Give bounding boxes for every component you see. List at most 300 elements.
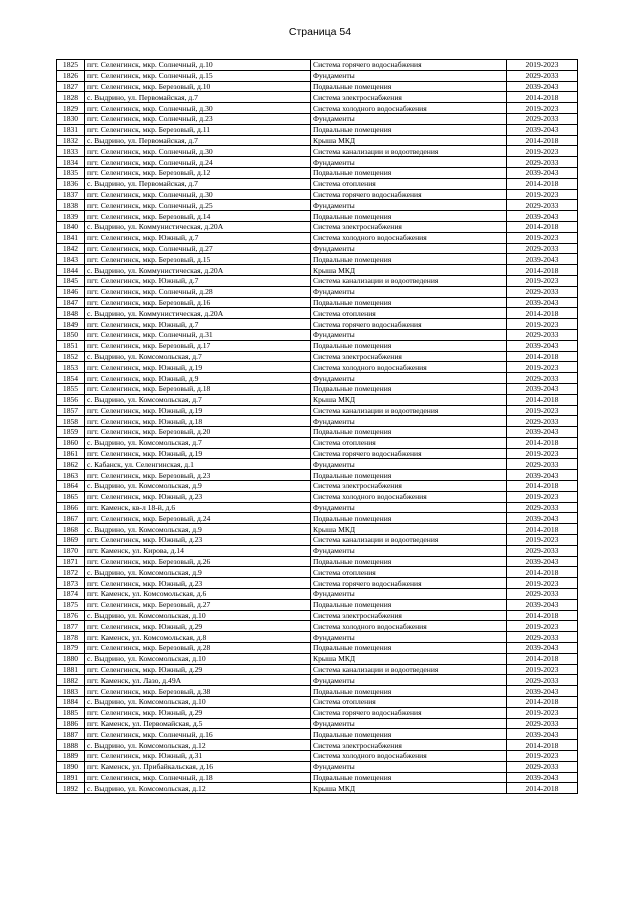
construction-element-cell: Подвальные помещения [311, 254, 507, 265]
period-cell: 2014-2018 [507, 697, 578, 708]
period-cell: 2029-2033 [507, 373, 578, 384]
table-row [57, 578, 578, 589]
period-cell: 2014-2018 [507, 351, 578, 362]
period-cell: 2039-2043 [507, 167, 578, 178]
period-cell: 2019-2023 [507, 578, 578, 589]
period-cell: 2029-2033 [507, 329, 578, 340]
period-cell: 2014-2018 [507, 567, 578, 578]
row-number: 1877 [57, 621, 85, 632]
period-cell: 2019-2023 [507, 362, 578, 373]
address-cell: пгт. Селенгинск, мкр. Березовый, д.27 [85, 599, 311, 610]
row-number: 1836 [57, 178, 85, 189]
address-cell: пгт. Селенгинск, мкр. Южный, д.23 [85, 491, 311, 502]
row-number: 1843 [57, 254, 85, 265]
table-row [57, 243, 578, 254]
construction-element-cell: Подвальные помещения [311, 81, 507, 92]
period-cell: 2019-2023 [507, 232, 578, 243]
construction-element-cell: Подвальные помещения [311, 643, 507, 654]
period-cell: 2039-2043 [507, 513, 578, 524]
construction-element-cell: Система канализации и водоотведения [311, 405, 507, 416]
row-number: 1883 [57, 686, 85, 697]
row-number: 1830 [57, 113, 85, 124]
row-number: 1892 [57, 783, 85, 794]
construction-element-cell: Подвальные помещения [311, 772, 507, 783]
period-cell: 2019-2023 [507, 664, 578, 675]
table-row [57, 394, 578, 405]
period-cell: 2029-2033 [507, 545, 578, 556]
construction-element-cell: Система горячего водоснабжения [311, 448, 507, 459]
construction-element-cell: Подвальные помещения [311, 124, 507, 135]
period-cell: 2014-2018 [507, 437, 578, 448]
construction-element-cell: Система холодного водоснабжения [311, 621, 507, 632]
row-number: 1884 [57, 697, 85, 708]
row-number: 1881 [57, 664, 85, 675]
table-row [57, 459, 578, 470]
row-number: 1845 [57, 275, 85, 286]
row-number: 1869 [57, 535, 85, 546]
period-cell: 2019-2023 [507, 448, 578, 459]
table-row [57, 556, 578, 567]
row-number: 1876 [57, 610, 85, 621]
address-cell: пгт. Селенгинск, мкр. Березовый, д.14 [85, 211, 311, 222]
address-cell: с. Выдрино, ул. Комсомольская, д.7 [85, 351, 311, 362]
period-cell: 2014-2018 [507, 221, 578, 232]
construction-element-cell: Подвальные помещения [311, 686, 507, 697]
row-number: 1857 [57, 405, 85, 416]
address-cell: пгт. Селенгинск, мкр. Березовый, д.26 [85, 556, 311, 567]
table-row [57, 675, 578, 686]
address-cell: пгт. Селенгинск, мкр. Южный, д.23 [85, 535, 311, 546]
address-cell: с. Выдрино, ул. Коммунистическая, д.20А [85, 308, 311, 319]
address-cell: с. Выдрино, ул. Первомайская, д.7 [85, 135, 311, 146]
table-row [57, 740, 578, 751]
table-row [57, 535, 578, 546]
row-number: 1887 [57, 729, 85, 740]
period-cell: 2029-2033 [507, 157, 578, 168]
row-number: 1866 [57, 502, 85, 513]
construction-element-cell: Фундаменты [311, 329, 507, 340]
construction-element-cell: Фундаменты [311, 545, 507, 556]
construction-element-cell: Система канализации и водоотведения [311, 275, 507, 286]
period-cell: 2039-2043 [507, 124, 578, 135]
construction-element-cell: Крыша МКД [311, 783, 507, 794]
construction-element-cell: Система горячего водоснабжения [311, 707, 507, 718]
address-cell: пгт. Селенгинск, мкр. Южный, д.31 [85, 751, 311, 762]
table-row [57, 135, 578, 146]
period-cell: 2019-2023 [507, 319, 578, 330]
address-cell: с. Выдрино, ул. Коммунистическая, д.20А [85, 265, 311, 276]
period-cell: 2014-2018 [507, 135, 578, 146]
address-cell: пгт. Селенгинск, мкр. Южный, д.19 [85, 362, 311, 373]
table-row [57, 751, 578, 762]
period-cell: 2029-2033 [507, 761, 578, 772]
table-row [57, 113, 578, 124]
address-cell: пгт. Селенгинск, мкр. Южный, д.29 [85, 707, 311, 718]
table-row [57, 373, 578, 384]
address-cell: пгт. Селенгинск, мкр. Южный, д.18 [85, 416, 311, 427]
table-row [57, 405, 578, 416]
table-row [57, 146, 578, 157]
period-cell: 2029-2033 [507, 416, 578, 427]
period-cell: 2014-2018 [507, 481, 578, 492]
row-number: 1855 [57, 383, 85, 394]
construction-element-cell: Фундаменты [311, 70, 507, 81]
address-cell: пгт. Каменск, ул. Комсомольская, д.8 [85, 632, 311, 643]
table-row [57, 448, 578, 459]
address-cell: пгт. Селенгинск, мкр. Южный, д.7 [85, 275, 311, 286]
period-cell: 2014-2018 [507, 308, 578, 319]
construction-element-cell: Система горячего водоснабжения [311, 319, 507, 330]
address-cell: пгт. Селенгинск, мкр. Березовый, д.24 [85, 513, 311, 524]
table-row [57, 286, 578, 297]
address-cell: с. Выдрино, ул. Комсомольская, д.10 [85, 653, 311, 664]
table-row [57, 211, 578, 222]
address-cell: пгт. Селенгинск, мкр. Солнечный, д.30 [85, 103, 311, 114]
period-cell: 2019-2023 [507, 146, 578, 157]
construction-element-cell: Система электроснабжения [311, 740, 507, 751]
table-row [57, 686, 578, 697]
table-row [57, 351, 578, 362]
construction-element-cell: Система отопления [311, 308, 507, 319]
row-number: 1872 [57, 567, 85, 578]
address-cell: пгт. Селенгинск, мкр. Солнечный, д.30 [85, 146, 311, 157]
period-cell: 2039-2043 [507, 599, 578, 610]
address-cell: пгт. Селенгинск, мкр. Солнечный, д.18 [85, 772, 311, 783]
row-number: 1828 [57, 92, 85, 103]
table-row [57, 416, 578, 427]
table-row [57, 653, 578, 664]
period-cell: 2039-2043 [507, 643, 578, 654]
period-cell: 2019-2023 [507, 103, 578, 114]
row-number: 1890 [57, 761, 85, 772]
period-cell: 2014-2018 [507, 610, 578, 621]
table-row [57, 319, 578, 330]
period-cell: 2029-2033 [507, 243, 578, 254]
table-row [57, 221, 578, 232]
address-cell: с. Кабанск, ул. Селенгинская, д.1 [85, 459, 311, 470]
row-number: 1874 [57, 589, 85, 600]
table-row [57, 545, 578, 556]
row-number: 1871 [57, 556, 85, 567]
row-number: 1847 [57, 297, 85, 308]
period-cell: 2039-2043 [507, 383, 578, 394]
registry-table-body [57, 60, 578, 794]
row-number: 1832 [57, 135, 85, 146]
address-cell: пгт. Селенгинск, мкр. Солнечный, д.28 [85, 286, 311, 297]
table-row [57, 513, 578, 524]
address-cell: пгт. Селенгинск, мкр. Солнечный, д.15 [85, 70, 311, 81]
table-row [57, 427, 578, 438]
table-row [57, 437, 578, 448]
row-number: 1825 [57, 60, 85, 71]
row-number: 1831 [57, 124, 85, 135]
row-number: 1826 [57, 70, 85, 81]
construction-element-cell: Система канализации и водоотведения [311, 535, 507, 546]
address-cell: с. Выдрино, ул. Комсомольская, д.9 [85, 481, 311, 492]
construction-element-cell: Система канализации и водоотведения [311, 664, 507, 675]
period-cell: 2039-2043 [507, 254, 578, 265]
address-cell: пгт. Селенгинск, мкр. Березовый, д.10 [85, 81, 311, 92]
construction-element-cell: Система отопления [311, 697, 507, 708]
construction-element-cell: Фундаменты [311, 675, 507, 686]
construction-element-cell: Крыша МКД [311, 653, 507, 664]
address-cell: пгт. Селенгинск, мкр. Солнечный, д.27 [85, 243, 311, 254]
table-row [57, 491, 578, 502]
row-number: 1863 [57, 470, 85, 481]
address-cell: с. Выдрино, ул. Комсомольская, д.9 [85, 567, 311, 578]
period-cell: 2014-2018 [507, 92, 578, 103]
row-number: 1833 [57, 146, 85, 157]
period-cell: 2039-2043 [507, 772, 578, 783]
construction-element-cell: Подвальные помещения [311, 729, 507, 740]
address-cell: пгт. Каменск, ул. Комсомольская, д.6 [85, 589, 311, 600]
construction-element-cell: Система холодного водоснабжения [311, 362, 507, 373]
row-number: 1839 [57, 211, 85, 222]
construction-element-cell: Фундаменты [311, 632, 507, 643]
table-row [57, 729, 578, 740]
period-cell: 2029-2033 [507, 502, 578, 513]
row-number: 1841 [57, 232, 85, 243]
row-number: 1865 [57, 491, 85, 502]
row-number: 1889 [57, 751, 85, 762]
address-cell: с. Выдрино, ул. Комсомольская, д.9 [85, 524, 311, 535]
row-number: 1854 [57, 373, 85, 384]
address-cell: с. Выдрино, ул. Комсомольская, д.10 [85, 697, 311, 708]
row-number: 1835 [57, 167, 85, 178]
row-number: 1837 [57, 189, 85, 200]
table-row [57, 599, 578, 610]
address-cell: пгт. Селенгинск, мкр. Южный, д.7 [85, 232, 311, 243]
address-cell: пгт. Селенгинск, мкр. Березовый, д.17 [85, 340, 311, 351]
construction-element-cell: Крыша МКД [311, 524, 507, 535]
period-cell: 2029-2033 [507, 459, 578, 470]
address-cell: с. Выдрино, ул. Комсомольская, д.12 [85, 740, 311, 751]
row-number: 1850 [57, 329, 85, 340]
construction-element-cell: Система электроснабжения [311, 92, 507, 103]
address-cell: пгт. Каменск, ул. Первомайская, д.5 [85, 718, 311, 729]
construction-element-cell: Фундаменты [311, 157, 507, 168]
table-row [57, 707, 578, 718]
period-cell: 2014-2018 [507, 524, 578, 535]
period-cell: 2019-2023 [507, 535, 578, 546]
row-number: 1886 [57, 718, 85, 729]
address-cell: пгт. Селенгинск, мкр. Солнечный, д.10 [85, 60, 311, 71]
period-cell: 2019-2023 [507, 621, 578, 632]
row-number: 1846 [57, 286, 85, 297]
address-cell: с. Выдрино, ул. Первомайская, д.7 [85, 92, 311, 103]
construction-element-cell: Система горячего водоснабжения [311, 60, 507, 71]
construction-element-cell: Фундаменты [311, 459, 507, 470]
table-row [57, 718, 578, 729]
row-number: 1860 [57, 437, 85, 448]
table-row [57, 103, 578, 114]
construction-element-cell: Подвальные помещения [311, 513, 507, 524]
row-number: 1852 [57, 351, 85, 362]
table-row [57, 81, 578, 92]
period-cell: 2029-2033 [507, 286, 578, 297]
construction-element-cell: Крыша МКД [311, 394, 507, 405]
address-cell: пгт. Селенгинск, мкр. Солнечный, д.23 [85, 113, 311, 124]
address-cell: пгт. Селенгинск, мкр. Солнечный, д.24 [85, 157, 311, 168]
table-row [57, 189, 578, 200]
period-cell: 2029-2033 [507, 200, 578, 211]
row-number: 1885 [57, 707, 85, 718]
row-number: 1864 [57, 481, 85, 492]
address-cell: пгт. Селенгинск, мкр. Южный, д.7 [85, 319, 311, 330]
address-cell: пгт. Каменск, ул. Кирова, д.14 [85, 545, 311, 556]
construction-element-cell: Фундаменты [311, 243, 507, 254]
row-number: 1856 [57, 394, 85, 405]
table-row [57, 329, 578, 340]
construction-element-cell: Подвальные помещения [311, 297, 507, 308]
row-number: 1844 [57, 265, 85, 276]
table-row [57, 60, 578, 71]
table-row [57, 200, 578, 211]
table-row [57, 470, 578, 481]
row-number: 1853 [57, 362, 85, 373]
period-cell: 2039-2043 [507, 340, 578, 351]
construction-element-cell: Система холодного водоснабжения [311, 491, 507, 502]
period-cell: 2014-2018 [507, 178, 578, 189]
row-number: 1875 [57, 599, 85, 610]
construction-element-cell: Система отопления [311, 178, 507, 189]
row-number: 1878 [57, 632, 85, 643]
table-row [57, 178, 578, 189]
row-number: 1868 [57, 524, 85, 535]
table-row [57, 567, 578, 578]
row-number: 1858 [57, 416, 85, 427]
construction-element-cell: Система горячего водоснабжения [311, 578, 507, 589]
table-row [57, 589, 578, 600]
table-row [57, 783, 578, 794]
construction-element-cell: Подвальные помещения [311, 556, 507, 567]
period-cell: 2014-2018 [507, 394, 578, 405]
table-row [57, 643, 578, 654]
table-row [57, 340, 578, 351]
construction-element-cell: Система холодного водоснабжения [311, 103, 507, 114]
row-number: 1848 [57, 308, 85, 319]
address-cell: пгт. Селенгинск, мкр. Южный, д.19 [85, 405, 311, 416]
construction-element-cell: Фундаменты [311, 761, 507, 772]
construction-element-cell: Фундаменты [311, 416, 507, 427]
table-row [57, 70, 578, 81]
address-cell: пгт. Селенгинск, мкр. Южный, д.29 [85, 664, 311, 675]
address-cell: пгт. Каменск, ул. Лазо, д.49А [85, 675, 311, 686]
period-cell: 2019-2023 [507, 491, 578, 502]
row-number: 1870 [57, 545, 85, 556]
period-cell: 2029-2033 [507, 675, 578, 686]
table-row [57, 610, 578, 621]
address-cell: пгт. Каменск, ул. Прибайкальская, д.16 [85, 761, 311, 772]
row-number: 1879 [57, 643, 85, 654]
row-number: 1851 [57, 340, 85, 351]
construction-element-cell: Система электроснабжения [311, 610, 507, 621]
period-cell: 2019-2023 [507, 707, 578, 718]
period-cell: 2039-2043 [507, 470, 578, 481]
address-cell: пгт. Селенгинск, мкр. Солнечный, д.30 [85, 189, 311, 200]
construction-element-cell: Система отопления [311, 567, 507, 578]
address-cell: пгт. Селенгинск, мкр. Березовый, д.18 [85, 383, 311, 394]
table-row [57, 772, 578, 783]
period-cell: 2014-2018 [507, 265, 578, 276]
table-row [57, 167, 578, 178]
construction-element-cell: Система горячего водоснабжения [311, 189, 507, 200]
construction-element-cell: Система отопления [311, 437, 507, 448]
period-cell: 2039-2043 [507, 729, 578, 740]
address-cell: пгт. Селенгинск, мкр. Березовый, д.20 [85, 427, 311, 438]
construction-element-cell: Подвальные помещения [311, 599, 507, 610]
address-cell: пгт. Селенгинск, мкр. Солнечный, д.16 [85, 729, 311, 740]
table-row [57, 632, 578, 643]
period-cell: 2019-2023 [507, 189, 578, 200]
table-row [57, 481, 578, 492]
row-number: 1834 [57, 157, 85, 168]
construction-element-cell: Подвальные помещения [311, 211, 507, 222]
construction-element-cell: Подвальные помещения [311, 167, 507, 178]
table-row [57, 383, 578, 394]
period-cell: 2039-2043 [507, 297, 578, 308]
row-number: 1838 [57, 200, 85, 211]
table-row [57, 524, 578, 535]
construction-element-cell: Крыша МКД [311, 265, 507, 276]
period-cell: 2019-2023 [507, 60, 578, 71]
table-row [57, 362, 578, 373]
period-cell: 2014-2018 [507, 653, 578, 664]
address-cell: пгт. Селенгинск, мкр. Березовый, д.23 [85, 470, 311, 481]
period-cell: 2039-2043 [507, 686, 578, 697]
address-cell: пгт. Каменск, кв-л 18-й, д.6 [85, 502, 311, 513]
row-number: 1861 [57, 448, 85, 459]
address-cell: пгт. Селенгинск, мкр. Березовый, д.38 [85, 686, 311, 697]
construction-element-cell: Фундаменты [311, 589, 507, 600]
construction-element-cell: Фундаменты [311, 502, 507, 513]
period-cell: 2014-2018 [507, 783, 578, 794]
construction-element-cell: Фундаменты [311, 113, 507, 124]
row-number: 1840 [57, 221, 85, 232]
address-cell: пгт. Селенгинск, мкр. Южный, д.19 [85, 448, 311, 459]
row-number: 1862 [57, 459, 85, 470]
table-row [57, 124, 578, 135]
address-cell: с. Выдрино, ул. Первомайская, д.7 [85, 178, 311, 189]
construction-element-cell: Фундаменты [311, 718, 507, 729]
address-cell: пгт. Селенгинск, мкр. Березовый, д.12 [85, 167, 311, 178]
row-number: 1888 [57, 740, 85, 751]
address-cell: с. Выдрино, ул. Комсомольская, д.7 [85, 394, 311, 405]
construction-element-cell: Система холодного водоснабжения [311, 232, 507, 243]
construction-element-cell: Фундаменты [311, 373, 507, 384]
row-number: 1882 [57, 675, 85, 686]
row-number: 1829 [57, 103, 85, 114]
address-cell: пгт. Селенгинск, мкр. Березовый, д.15 [85, 254, 311, 265]
construction-element-cell: Крыша МКД [311, 135, 507, 146]
row-number: 1859 [57, 427, 85, 438]
table-row [57, 254, 578, 265]
construction-element-cell: Система электроснабжения [311, 481, 507, 492]
row-number: 1849 [57, 319, 85, 330]
table-row [57, 502, 578, 513]
row-number: 1873 [57, 578, 85, 589]
address-cell: пгт. Селенгинск, мкр. Южный, д.9 [85, 373, 311, 384]
row-number: 1842 [57, 243, 85, 254]
address-cell: с. Выдрино, ул. Комсомольская, д.7 [85, 437, 311, 448]
table-row [57, 265, 578, 276]
period-cell: 2039-2043 [507, 211, 578, 222]
construction-element-cell: Фундаменты [311, 286, 507, 297]
period-cell: 2029-2033 [507, 70, 578, 81]
row-number: 1891 [57, 772, 85, 783]
table-row [57, 157, 578, 168]
period-cell: 2019-2023 [507, 275, 578, 286]
